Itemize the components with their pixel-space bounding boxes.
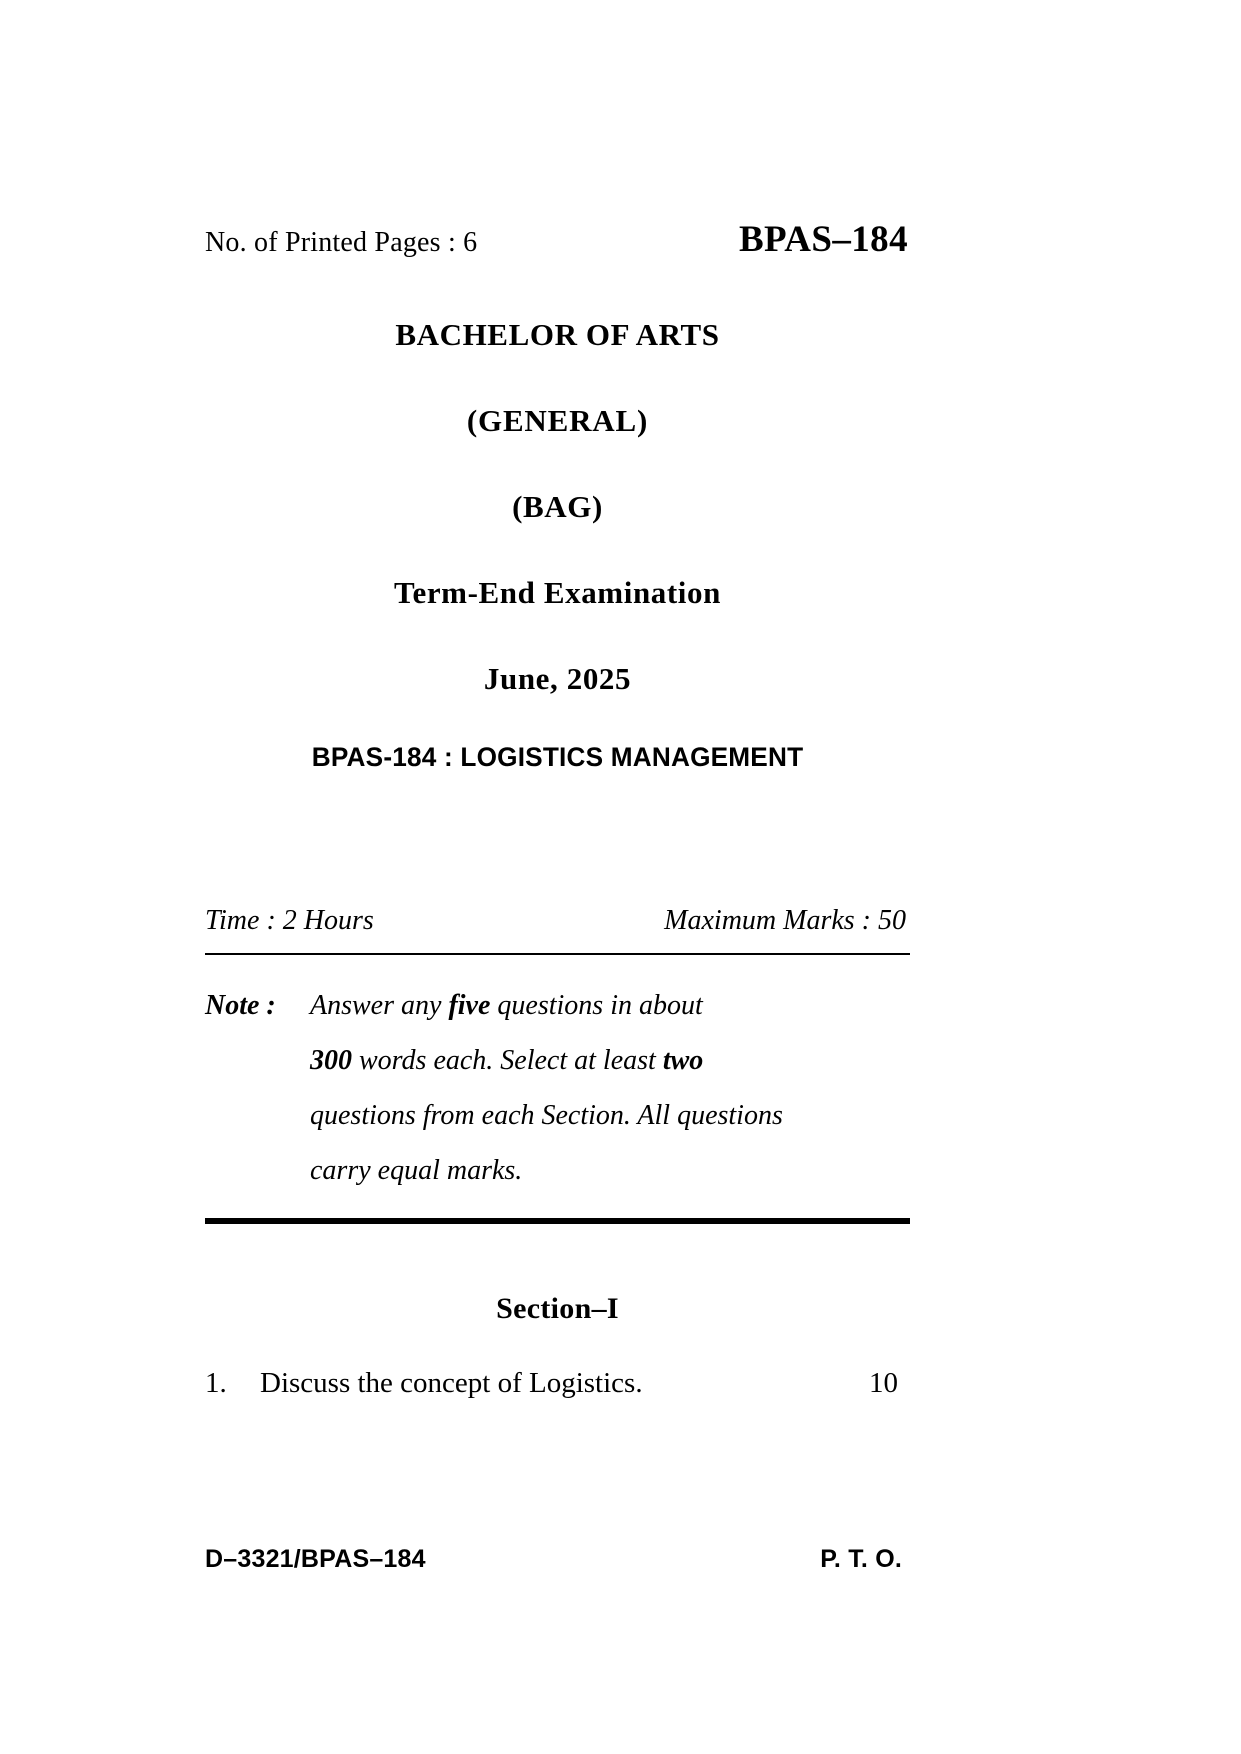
note-label: Note : — [205, 990, 276, 1021]
maximum-marks: Maximum Marks : 50 — [664, 905, 906, 936]
question-marks: 10 — [869, 1367, 898, 1399]
question-text: Discuss the concept of Logistics. — [260, 1367, 643, 1399]
title-block — [205, 318, 910, 773]
note-word-words: words — [359, 1045, 427, 1076]
page-header — [205, 218, 910, 261]
paper-code: BPAS–184 — [738, 219, 908, 260]
note-emphasis-two: two — [662, 1045, 704, 1076]
examination-session: June, 2025 — [483, 661, 632, 697]
note-line-4: carry equal marks. — [310, 1155, 523, 1186]
note-body — [310, 978, 910, 1198]
note-word-any: any — [401, 990, 442, 1021]
subject-title: BPAS-184 : LOGISTICS MANAGEMENT — [311, 742, 804, 773]
page-footer — [205, 1545, 910, 1574]
examination-type: Term-End Examination — [394, 575, 721, 611]
note-word-least: least — [602, 1045, 656, 1076]
time-allowed: Time : 2 Hours — [205, 905, 374, 936]
note-emphasis-300: 300 — [310, 1045, 352, 1076]
degree-abbreviation: (BAG) — [512, 489, 603, 525]
note-word-about: about — [638, 990, 703, 1021]
section-heading: Section–I — [496, 1292, 619, 1325]
note-word-in: in — [610, 990, 632, 1021]
note-block — [205, 978, 910, 1198]
note-line-3: questions from each Section. All questions — [310, 1100, 783, 1131]
degree-stream: (GENERAL) — [466, 403, 649, 439]
footer-paper-code: D–3321/BPAS–184 — [205, 1545, 426, 1573]
degree-title: BACHELOR OF ARTS — [395, 317, 720, 352]
exam-meta-row — [205, 905, 910, 937]
printed-pages-label: No. of Printed Pages : 6 — [205, 227, 478, 258]
note-line-2 — [310, 1033, 910, 1088]
note-word-questions: questions — [497, 990, 604, 1021]
question-item — [205, 1367, 910, 1400]
horizontal-rule-top — [205, 953, 910, 955]
note-word-at: at — [574, 1045, 596, 1076]
note-emphasis-five: five — [448, 990, 491, 1021]
horizontal-rule-double — [205, 1218, 910, 1224]
note-line-1 — [310, 978, 910, 1033]
note-word-each: each. — [433, 1045, 494, 1076]
note-word-answer: Answer — [310, 990, 394, 1021]
question-number: 1. — [205, 1367, 227, 1399]
footer-pto-label: P. T. O. — [820, 1545, 902, 1573]
note-word-select: Select — [500, 1045, 568, 1076]
